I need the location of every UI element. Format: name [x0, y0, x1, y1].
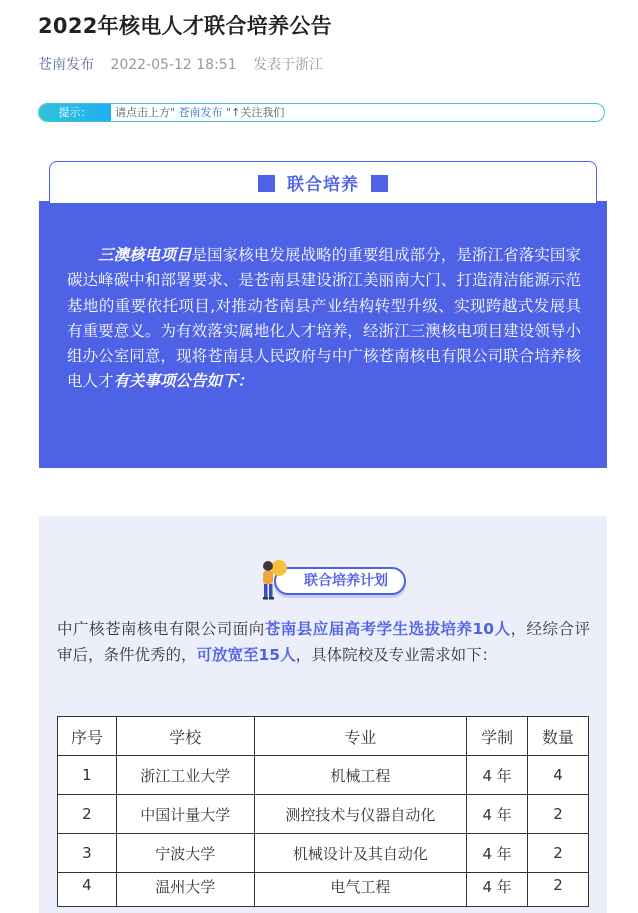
cell-major: 机械设计及其自动化	[254, 834, 467, 873]
person-icon	[258, 558, 288, 602]
intro-paragraph	[67, 243, 581, 395]
header-major: 专业	[254, 717, 467, 756]
table-row	[58, 795, 589, 834]
table-header-row	[58, 717, 589, 756]
publish-date: 2022-05-12 18:51	[110, 57, 237, 73]
tip-text	[115, 104, 284, 121]
table-row	[58, 873, 589, 907]
cell-major: 测控技术与仪器自动化	[254, 795, 467, 834]
cell-duration: 4 年	[467, 834, 528, 873]
plan-text-3: ，具体院校及专业需求如下：	[295, 646, 498, 664]
cell-quota: 2	[528, 834, 589, 873]
header-index: 序号	[58, 717, 117, 756]
cell-major: 电气工程	[254, 873, 467, 907]
table-row	[58, 834, 589, 873]
cell-index: 2	[58, 795, 117, 834]
tip-text-before: 请点击上方	[115, 106, 170, 119]
tail-emphasis: 有关事项公告如下：	[113, 372, 254, 391]
requirements-table	[57, 716, 589, 907]
cell-school: 温州大学	[116, 873, 254, 907]
tip-text-after: ↑关注我们	[231, 106, 285, 119]
article-meta	[38, 54, 323, 74]
cell-index: 4	[58, 873, 117, 907]
plan-paragraph	[57, 616, 590, 668]
plan-highlight-2: 可放宽至15人	[196, 646, 296, 664]
follow-tip-bar	[38, 103, 605, 122]
cell-major: 机械工程	[254, 756, 467, 795]
plan-badge	[262, 564, 408, 598]
author-link[interactable]: 苍南发布	[38, 57, 94, 73]
publish-location: 发表于浙江	[253, 57, 324, 73]
plan-text-1: 中广核苍南核电有限公司面向	[57, 620, 265, 638]
cell-school: 中国计量大学	[116, 795, 254, 834]
section-title	[50, 170, 596, 195]
header-quota: 数量	[528, 717, 589, 756]
cell-quota: 2	[528, 873, 589, 907]
section-title-text: 联合培养	[287, 175, 359, 195]
tip-label: 提示：	[39, 104, 111, 121]
header-duration: 学制	[467, 717, 528, 756]
lead-emphasis: 三澳核电项目	[98, 246, 192, 264]
table-row	[58, 756, 589, 795]
intro-body: 是国家核电发展战略的重要组成部分，是浙江省落实国家碳达峰碳中和部署要求、是苍南县建设浙江美丽南大门、打造清洁能源示范基地的重要依托项目,对推动苍南县产业结构转型升级、实现跨越式发展具有重要意义。为有效落实属地化人才培养，经浙江三澳核电项目建设领导小组办公室同意，现将苍南县人民政府与中广核苍南核电有限公司联合培养核电人才	[67, 246, 581, 391]
account-link[interactable]: " 苍南发布 "	[170, 106, 232, 119]
cell-duration: 4 年	[467, 795, 528, 834]
cell-quota: 2	[528, 795, 589, 834]
left-square-icon	[258, 175, 275, 192]
plan-badge-label: 联合培养计划	[304, 573, 388, 589]
cell-quota: 4	[528, 756, 589, 795]
cell-duration: 4 年	[467, 756, 528, 795]
intro-section-header	[49, 161, 597, 203]
cell-index: 1	[58, 756, 117, 795]
header-school: 学校	[116, 717, 254, 756]
plan-highlight-1: 苍南县应届高考学生选拔培养10人	[264, 620, 511, 638]
article-title: 2022年核电人才联合培养公告	[38, 14, 332, 38]
plan-pill	[274, 567, 406, 595]
plan-text-2: ，经综合评审后，条件优秀的，	[57, 620, 590, 664]
cell-index: 3	[58, 834, 117, 873]
right-square-icon	[371, 175, 388, 192]
cell-duration: 4 年	[467, 873, 528, 907]
cell-school: 浙江工业大学	[116, 756, 254, 795]
cell-school: 宁波大学	[116, 834, 254, 873]
